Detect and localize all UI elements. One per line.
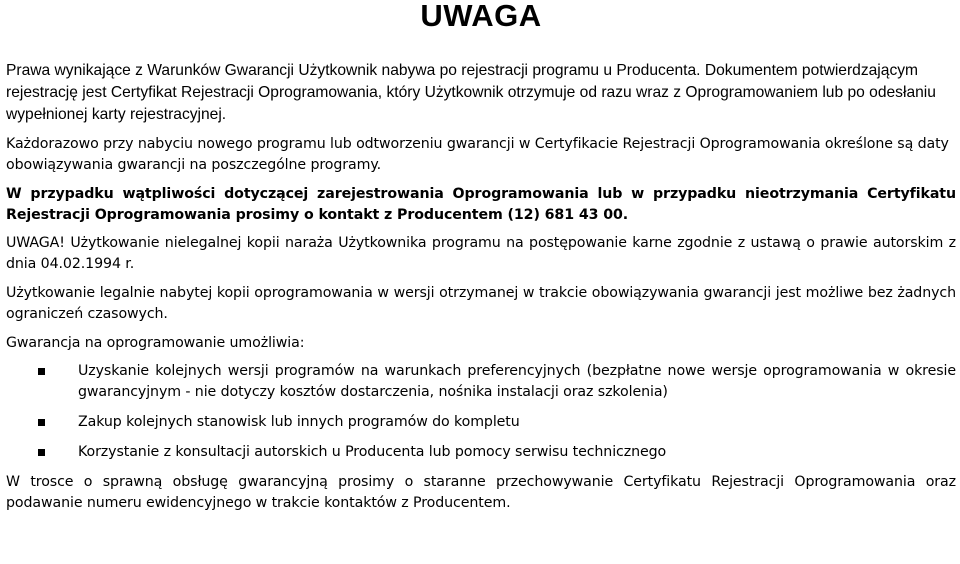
each-purchase-paragraph: Każdorazowo przy nabyciu nowego programu lub odtworzeniu gwarancji w Certyfikacie Rejestracji Oprogramowania określone są daty obowiązywania gwarancji na poszczególne programy. bbox=[6, 136, 949, 173]
legal-use-paragraph: Użytkowanie legalnie nabytej kopii oprogramowania w wersji otrzymanej w trakcie obowiązywania gwarancji jest możliwe bez żadnych ograniczeń czasowych. bbox=[6, 285, 956, 322]
square-bullet-icon bbox=[38, 419, 45, 426]
benefit-text: Korzystanie z konsultacji autorskich u Producenta lub pomocy serwisu technicznego bbox=[78, 444, 667, 460]
page-title: UWAGA bbox=[420, 0, 542, 33]
benefits-list bbox=[6, 361, 956, 463]
closing-paragraph: W trosce o sprawną obsługę gwarancyjną prosimy o staranne przechowywanie Certyfikatu Rejestracji Oprogramowania oraz podawanie numeru ewidencyjnego w trakcie kontaktów z Producentem. bbox=[6, 474, 956, 511]
list-item bbox=[6, 442, 956, 463]
list-item bbox=[6, 412, 956, 433]
warning-paragraph: UWAGA! Użytkowanie nielegalnej kopii naraża Użytkownika programu na postępowanie karne zgodnie z ustawą o prawie autorskim z dnia 04.02.1994 r. bbox=[6, 235, 956, 272]
intro-paragraph: Prawa wynikające z Warunków Gwarancji Użytkownik nabywa po rejestracji programu u Producenta. Dokumentem potwierdzającym rejestrację jest Certyfikat Rejestracji Oprogramowania, który Użytkownik otrzymuje od razu wraz z Oprogramowaniem lub po odesłaniu wypełnionej karty rejestracyjnej. bbox=[6, 62, 936, 123]
list-item bbox=[6, 361, 956, 403]
square-bullet-icon bbox=[38, 449, 45, 456]
contact-notice-paragraph: W przypadku wątpliwości dotyczącej zarejestrowania Oprogramowania lub w przypadku nieotrzymania Certyfikatu Rejestracji Oprogramowania prosimy o kontakt z Producentem (12) 681 43 00. bbox=[6, 186, 956, 223]
benefit-text: Uzyskanie kolejnych wersji programów na warunkach preferencyjnych (bezpłatne nowe wersje oprogramowania w okresie gwarancyjnym - nie dotyczy kosztów dostarczenia, nośnika instalacji oraz szkolenia) bbox=[78, 363, 956, 400]
square-bullet-icon bbox=[38, 368, 45, 375]
guarantee-intro: Gwarancja na oprogramowanie umożliwia: bbox=[6, 335, 305, 351]
benefit-text: Zakup kolejnych stanowisk lub innych programów do kompletu bbox=[78, 414, 520, 430]
